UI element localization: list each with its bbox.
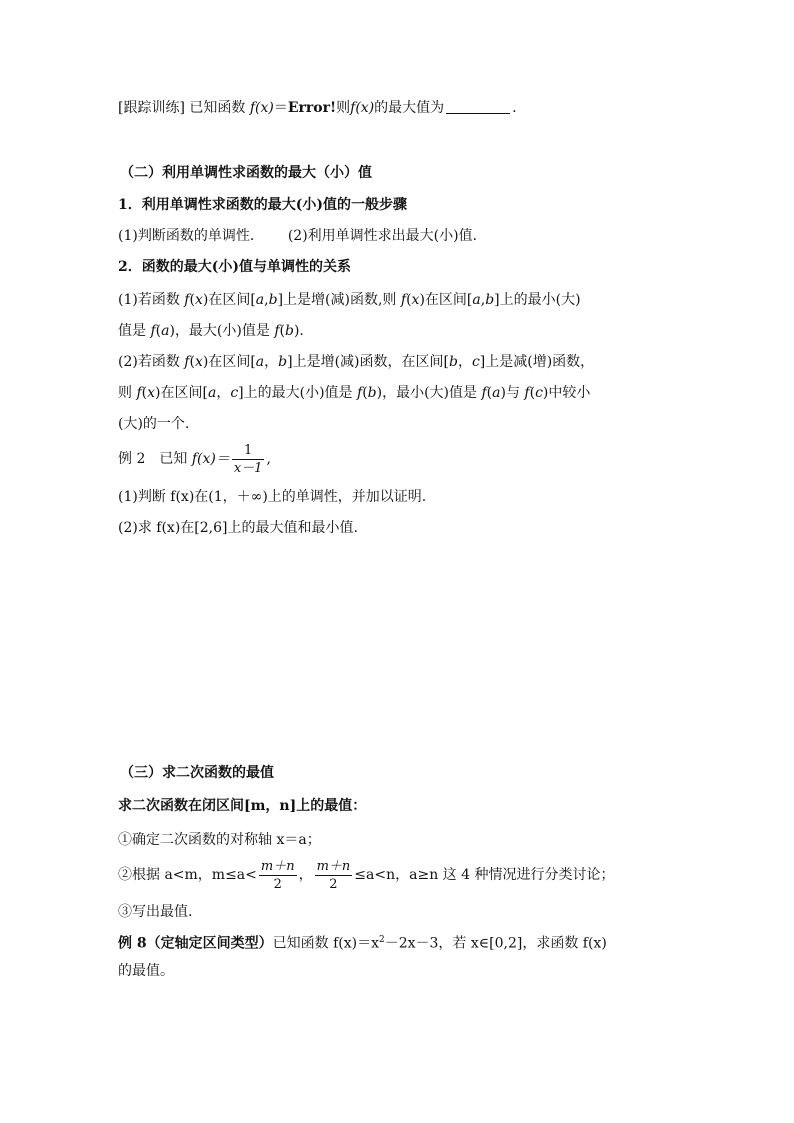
tracking-label: [跟踪训练] bbox=[118, 100, 185, 116]
example2-statement: 例 2 已知 f(x)＝ $\frac{1}{x-1}$ , bbox=[118, 442, 271, 476]
step-axis: ①确定二次函数的对称轴 x＝a； bbox=[118, 832, 321, 848]
example8-line2: 的最值。 bbox=[118, 963, 174, 979]
para2-line1: (2)若函数 f(x)在区间[a，b]上是增(减)函数，在区间[b，c]上是减(增)函数， bbox=[118, 354, 595, 370]
answer-blank bbox=[446, 99, 510, 114]
example2-q1: (1)判断 f(x)在(1，＋∞)上的单调性，并加以证明. bbox=[118, 489, 427, 505]
steps-line: (1)判断函数的单调性． (2)利用单调性求出最大(小)值． bbox=[118, 228, 487, 244]
error-text: Error! bbox=[287, 100, 337, 116]
fraction: $\frac{1}{x-1}$ bbox=[233, 442, 263, 476]
example2-q2: (2)求 f(x)在[2,6]上的最大值和最小值. bbox=[118, 520, 358, 536]
para2-line3: (大)的一个. bbox=[118, 416, 190, 432]
step-write: ③写出最值. bbox=[118, 904, 193, 920]
section2-heading1: 1．利用单调性求函数的最大(小)值的一般步骤 bbox=[118, 197, 407, 213]
example8-line1: 例 8（定轴定区间类型）已知函数 $f(x)=x^2-2x-3$，若 x∈[0,2]，求函数 f(x) bbox=[118, 935, 607, 952]
para1-line2: 值是 f(a)，最大(小)值是 f(b). bbox=[118, 323, 304, 339]
para2-line2: 则 f(x)在区间[a，c]上的最大(小)值是 f(b)，最小(大)值是 f(a)与 f(c)中较小 bbox=[118, 385, 591, 401]
section3-title: （三）求二次函数的最值 bbox=[120, 765, 274, 781]
step-cases: ②根据 a<m，m≤a< $\frac{m+n}{2}$ ， $\frac{m+n}{2}$ ≤a<n，a≥n 这 4 种情况进行分类讨论； bbox=[118, 858, 615, 892]
section2-title: （二）利用单调性求函数的最大（小）值 bbox=[120, 165, 372, 181]
section2-heading2: 2．函数的最大(小)值与单调性的关系 bbox=[118, 259, 351, 275]
para1-line1: (1)若函数 f(x)在区间[a,b]上是增(减)函数,则 f(x)在区间[a,b]上的最小(大) bbox=[118, 292, 581, 308]
section3-intro: 求二次函数在闭区间[m，n]上的最值： bbox=[118, 798, 367, 814]
fraction-mn-2: $\frac{m+n}{2}$ bbox=[316, 858, 351, 892]
tracking-exercise: [跟踪训练] 已知函数 f(x)＝Error!则f(x)的最大值为 . bbox=[118, 100, 517, 116]
fraction-mn-1: $\frac{m+n}{2}$ bbox=[260, 858, 295, 892]
